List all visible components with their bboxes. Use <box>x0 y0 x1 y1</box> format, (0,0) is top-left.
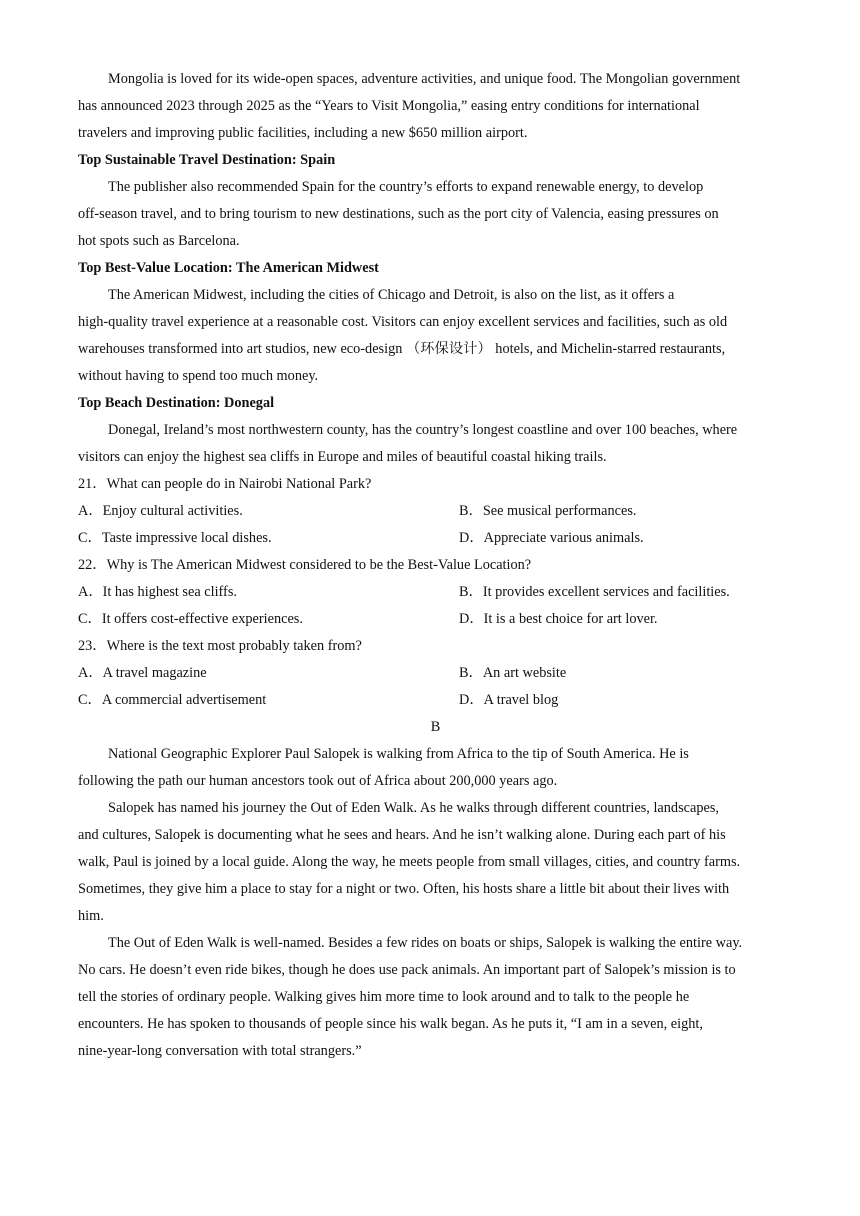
text-line: tell the stories of ordinary people. Walking gives him more time to look around and to talk to the people he <box>78 989 690 1005</box>
document-page <box>78 66 793 1065</box>
text-line: Mongolia is loved for its wide-open spaces, adventure activities, and unique food. The Mongolian government <box>108 71 741 87</box>
salopek-paragraph-1 <box>78 741 793 795</box>
question-stem: 23．Where is the text most probably taken from? <box>78 638 362 654</box>
option-d: D．A travel blog <box>459 692 559 708</box>
text-line: The Out of Eden Walk is well-named. Besides a few rides on boats or ships, Salopek is walking the entire way. <box>108 935 743 951</box>
mongolia-paragraph <box>78 66 793 147</box>
question-stem: 22．Why is The American Midwest considered to be the Best-Value Location? <box>78 557 532 573</box>
midwest-paragraph <box>78 282 793 390</box>
text-line: The publisher also recommended Spain for the country’s efforts to expand renewable energy, to develop <box>108 179 704 195</box>
midwest-heading: Top Best-Value Location: The American Midwest <box>78 260 379 276</box>
text-line: encounters. He has spoken to thousands of people since his walk began. As he puts it, “I am in a seven, eight, <box>78 1016 703 1032</box>
option-row <box>78 606 793 633</box>
section-label: B <box>430 719 441 735</box>
donegal-paragraph <box>78 417 793 471</box>
option-c: C．Taste impressive local dishes. <box>78 530 272 546</box>
donegal-heading: Top Beach Destination: Donegal <box>78 395 275 411</box>
salopek-paragraph-2 <box>78 795 793 930</box>
text-line: high-quality travel experience at a reasonable cost. Visitors can enjoy excellent services and facilities, such as old <box>78 314 728 330</box>
spain-paragraph <box>78 174 793 255</box>
text-line: visitors can enjoy the highest sea cliffs in Europe and miles of beautiful coastal hiking trails. <box>78 449 607 465</box>
question-21 <box>78 471 793 552</box>
option-row <box>78 660 793 687</box>
option-d: D．It is a best choice for art lover. <box>459 611 658 627</box>
text-line: off-season travel, and to bring tourism to new destinations, such as the port city of Valencia, easing pressures on <box>78 206 719 222</box>
text-line: him. <box>78 908 104 924</box>
text-line: The American Midwest, including the cities of Chicago and Detroit, is also on the list, as it offers a <box>108 287 675 303</box>
option-row <box>78 525 793 552</box>
text-line: and cultures, Salopek is documenting what he sees and hears. And he isn’t walking alone. During each part of his <box>78 827 726 843</box>
option-c: C．It offers cost-effective experiences. <box>78 611 303 627</box>
option-b: B．It provides excellent services and facilities. <box>459 584 730 600</box>
text-line: warehouses transformed into art studios, new eco-design （环保设计） hotels, and Michelin-starred restaurants, <box>78 341 726 357</box>
option-a: A．Enjoy cultural activities. <box>78 503 243 519</box>
text-line: National Geographic Explorer Paul Salopek is walking from Africa to the tip of South America. He is <box>108 746 689 762</box>
option-b: B．See musical performances. <box>459 503 637 519</box>
option-row <box>78 687 793 714</box>
option-a: A．A travel magazine <box>78 665 207 681</box>
text-line: without having to spend too much money. <box>78 368 319 384</box>
text-line: hot spots such as Barcelona. <box>78 233 240 249</box>
text-line: following the path our human ancestors took out of Africa about 200,000 years ago. <box>78 773 558 789</box>
text-line: No cars. He doesn’t even ride bikes, though he does use pack animals. An important part of Salopek’s mission is to <box>78 962 736 978</box>
option-row <box>78 498 793 525</box>
text-line: travelers and improving public facilities, including a new $650 million airport. <box>78 125 528 141</box>
text-line: nine-year-long conversation with total strangers.” <box>78 1043 362 1059</box>
option-d: D．Appreciate various animals. <box>459 530 644 546</box>
option-row <box>78 579 793 606</box>
text-line: Sometimes, they give him a place to stay for a night or two. Often, his hosts share a little bit about their lives with <box>78 881 730 897</box>
question-stem: 21．What can people do in Nairobi National Park? <box>78 476 372 492</box>
text-line: has announced 2023 through 2025 as the “Years to Visit Mongolia,” easing entry conditions for international <box>78 98 700 114</box>
question-23 <box>78 633 793 714</box>
spain-heading: Top Sustainable Travel Destination: Spain <box>78 152 336 168</box>
text-line: Salopek has named his journey the Out of Eden Walk. As he walks through different countries, landscapes, <box>108 800 719 816</box>
salopek-paragraph-3 <box>78 930 793 1065</box>
option-c: C．A commercial advertisement <box>78 692 267 708</box>
question-22 <box>78 552 793 633</box>
text-line: Donegal, Ireland’s most northwestern county, has the country’s longest coastline and over 100 beaches, where <box>108 422 738 438</box>
option-b: B．An art website <box>459 665 567 681</box>
option-a: A．It has highest sea cliffs. <box>78 584 237 600</box>
text-line: walk, Paul is joined by a local guide. Along the way, he meets people from small villages, cities, and country farms. <box>78 854 741 870</box>
